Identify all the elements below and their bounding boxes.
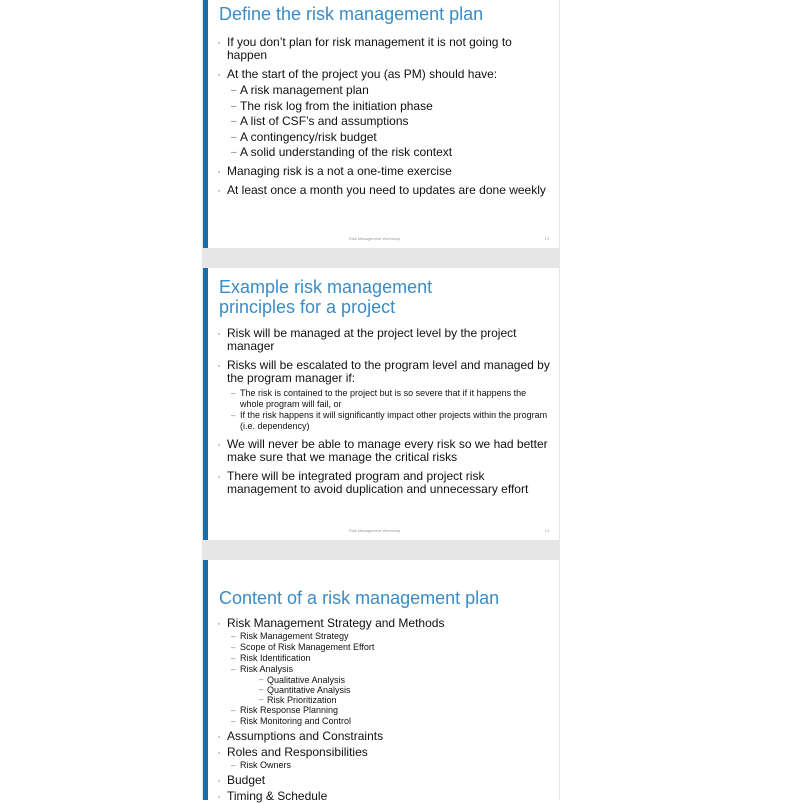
sub-bullet: – A solid understanding of the risk context: [217, 145, 551, 161]
sub-bullet: – If the risk happens it will significantly impact other projects within the program (i.e. dependency): [217, 410, 551, 432]
bullet: · Assumptions and Constraints: [217, 730, 551, 743]
sub-bullet: – The risk log from the initiation phase: [217, 99, 551, 115]
sub-bullet: – A risk management plan: [217, 83, 551, 99]
slide-define-risk-plan: [203, 0, 559, 248]
bullet: · Roles and Responsibilities: [217, 746, 551, 759]
slide-title: Example risk management principles for a project: [219, 277, 433, 317]
bullet: · At the start of the project you (as PM) should have:: [217, 68, 551, 81]
sub-bullet: – Risk Response Planning: [217, 705, 551, 716]
bullet: · Managing risk is a not a one-time exercise: [217, 165, 551, 178]
bullet: · Risk will be managed at the project level by the project manager: [217, 327, 551, 353]
sub-sub-bullet: – Qualitative Analysis: [217, 675, 551, 685]
sub-sub-bullet: – Risk Prioritization: [217, 695, 551, 705]
bullet: · If you don’t plan for risk management it is not going to happen: [217, 36, 551, 62]
sub-bullet: – Risk Owners: [217, 760, 551, 771]
sub-bullet: – A list of CSF’s and assumptions: [217, 114, 551, 130]
slide-footer: [203, 528, 559, 536]
slide-title: Define the risk management plan: [219, 4, 484, 24]
slide-title: Content of a risk management plan: [219, 588, 500, 608]
bullet: · Risks will be escalated to the program level and managed by the program manager if:: [217, 359, 551, 385]
sub-bullet: – Risk Management Strategy: [217, 631, 551, 642]
sub-bullet: – Risk Monitoring and Control: [217, 716, 551, 727]
sub-bullet: – A contingency/risk budget: [217, 130, 551, 146]
sub-bullet: – Scope of Risk Management Effort: [217, 642, 551, 653]
bullet: · We will never be able to manage every risk so we had better make sure that we manage the critical risks: [217, 438, 551, 464]
page-number: 13: [544, 528, 549, 533]
slide-plan-content: [203, 560, 559, 803]
bullet: · Budget: [217, 774, 551, 787]
footer-text: Risk Management Workshop: [349, 528, 401, 533]
accent-bar: [203, 560, 208, 800]
bullet: · Timing & Schedule: [217, 790, 551, 803]
bullet: · There will be integrated program and project risk management to avoid duplication and unnecessary effort: [217, 470, 551, 496]
sub-bullet: – Risk Analysis: [217, 664, 551, 675]
slide-body: [217, 617, 551, 803]
bullet: · At least once a month you need to updates are done weekly: [217, 184, 551, 197]
slide-body: [217, 36, 551, 197]
sub-sub-bullet: – Quantitative Analysis: [217, 685, 551, 695]
sub-bullet: – Risk Identification: [217, 653, 551, 664]
accent-bar: [203, 268, 208, 540]
footer-text: Risk Management Workshop: [349, 236, 401, 241]
slide-body: [217, 327, 551, 496]
bullet: · Risk Management Strategy and Methods: [217, 617, 551, 630]
slide-example-principles: [203, 268, 559, 540]
slide-footer: [203, 236, 559, 244]
page-number: 13: [544, 236, 549, 241]
accent-bar: [203, 0, 208, 248]
sub-bullet: – The risk is contained to the project but is so severe that if it happens the whole program will fail, or: [217, 388, 551, 410]
